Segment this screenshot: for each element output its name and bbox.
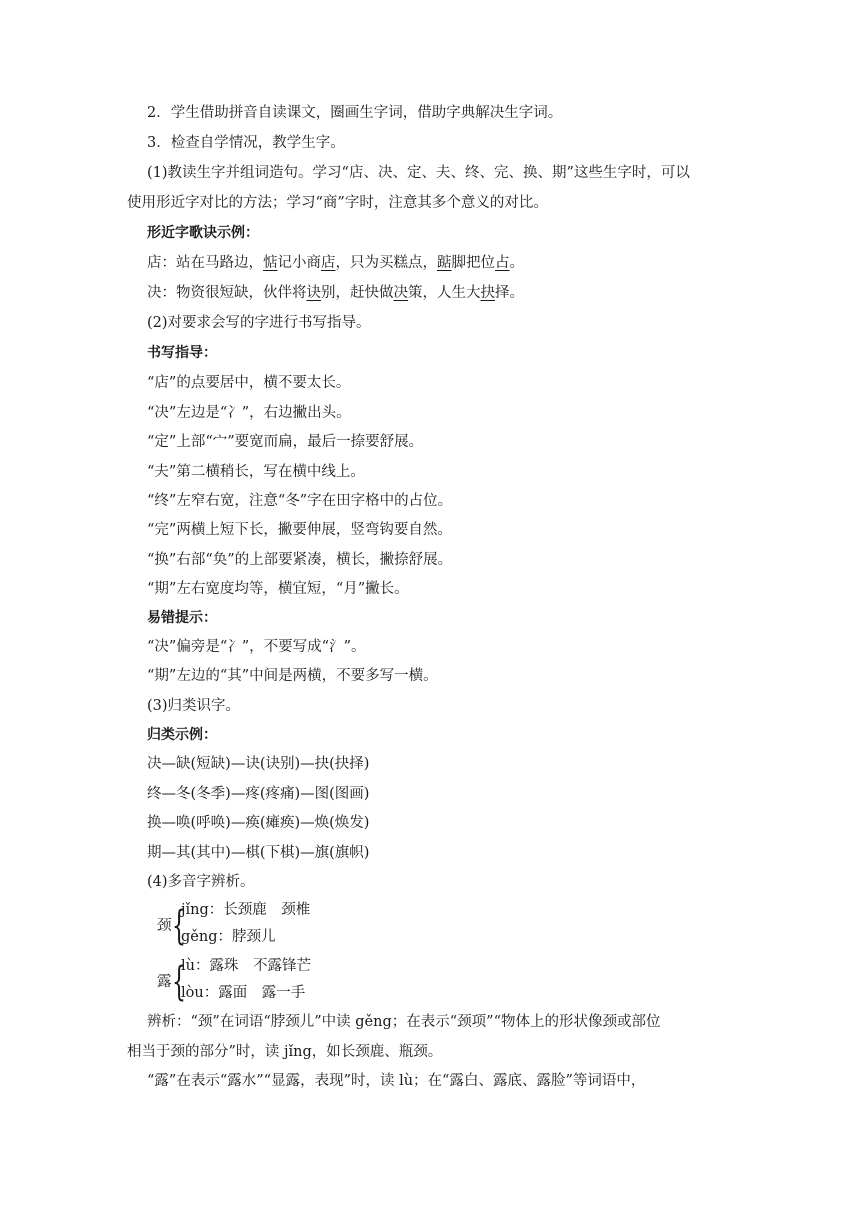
heading-writing-guide: 书写指导： — [147, 345, 217, 361]
polyphone-reading-1: jǐng：长颈鹿 颈椎 — [181, 902, 311, 918]
classify-zhong: 终—冬(冬季)—疼(疼痛)—图(图画) — [147, 786, 370, 802]
paragraph-step-2: 2．学生借助拼音自读课文，圈画生字词，借助字典解决生字词。 — [147, 105, 563, 121]
polyphone-reading-1: lù：露珠 不露锋芒 — [181, 958, 311, 974]
polyphone-reading-2: gěng：脖颈儿 — [181, 929, 276, 945]
guide-qi: “期”左右宽度均等，横宜短，“月”撇长。 — [147, 581, 409, 597]
heading-similar-chars: 形近字歌诀示例： — [147, 225, 259, 241]
paragraph-teach-2: (2)对要求会写的字进行书写指导。 — [147, 315, 371, 331]
polyphone-lu — [157, 956, 457, 1008]
analysis-jing: 辨析：“颈”在词语“脖颈儿”中读 gěng；在表示“颈项”“物体上的形状像颈或部位 — [147, 1014, 661, 1030]
brace-symbol: { — [172, 959, 186, 1005]
brace-symbol: { — [172, 903, 186, 949]
guide-huan: “换”右部“奂”的上部要紧凑，横长，撇捺舒展。 — [147, 552, 453, 568]
classify-huan: 换—唤(呼唤)—痪(瘫痪)—焕(焕发) — [147, 815, 370, 831]
heading-classify: 归类示例： — [147, 727, 217, 743]
classify-jue: 决—缺(短缺)—诀(诀别)—抉(抉择) — [147, 756, 370, 772]
analysis-lu: “露”在表示“露水”“显露，表现”时，读 lù；在“露白、露底、露脸”等词语中， — [147, 1073, 646, 1089]
guide-zhong: “终”左窄右宽，注意“冬”字在田字格中的占位。 — [147, 493, 453, 509]
guide-wan: “完”两横上短下长，撇要伸展，竖弯钩要自然。 — [147, 522, 452, 538]
guide-ding: “定”上部“宀”要宽而扁，最后一捺要舒展。 — [147, 434, 424, 450]
classify-qi: 期—其(其中)—棋(下棋)—旗(旗帜) — [147, 845, 370, 861]
paragraph-teach-1-cont: 使用形近字对比的方法；学习“商”字时，注意其多个意义的对比。 — [127, 195, 548, 211]
polyphone-char: 露 — [157, 974, 172, 990]
rhyme-dian: 店：站在马路边，惦记小商店，只为买糕点，踮脚把位占。 — [147, 255, 524, 271]
analysis-jing-cont: 相当于颈的部分”时，读 jǐng，如长颈鹿、瓶颈。 — [127, 1044, 443, 1060]
tip-jue: “决”偏旁是“冫”，不要写成“氵”。 — [147, 639, 366, 655]
polyphone-char: 颈 — [157, 918, 172, 934]
polyphone-jing — [157, 900, 457, 952]
guide-fu: “夫”第二横稍长，写在横中线上。 — [147, 464, 365, 480]
paragraph-teach-4: (4)多音字辨析。 — [147, 874, 255, 890]
tip-qi: “期”左边的“其”中间是两横，不要多写一横。 — [147, 668, 438, 684]
guide-dian: “店”的点要居中，横不要太长。 — [147, 375, 351, 391]
rhyme-jue: 决：物资很短缺，伙伴将诀别，赶快做决策，人生大抉择。 — [147, 285, 524, 301]
paragraph-teach-3: (3)归类识字。 — [147, 698, 241, 714]
polyphone-reading-2: lòu：露面 露一手 — [181, 985, 306, 1001]
paragraph-step-3: 3．检查自学情况，教学生字。 — [147, 135, 345, 151]
paragraph-teach-1: (1)教读生字并组词造句。学习“店、决、定、夫、终、完、换、期”这些生字时，可以 — [147, 165, 690, 181]
guide-jue: “决”左边是“冫”，右边撇出头。 — [147, 405, 351, 421]
heading-error-tips: 易错提示： — [147, 610, 217, 626]
